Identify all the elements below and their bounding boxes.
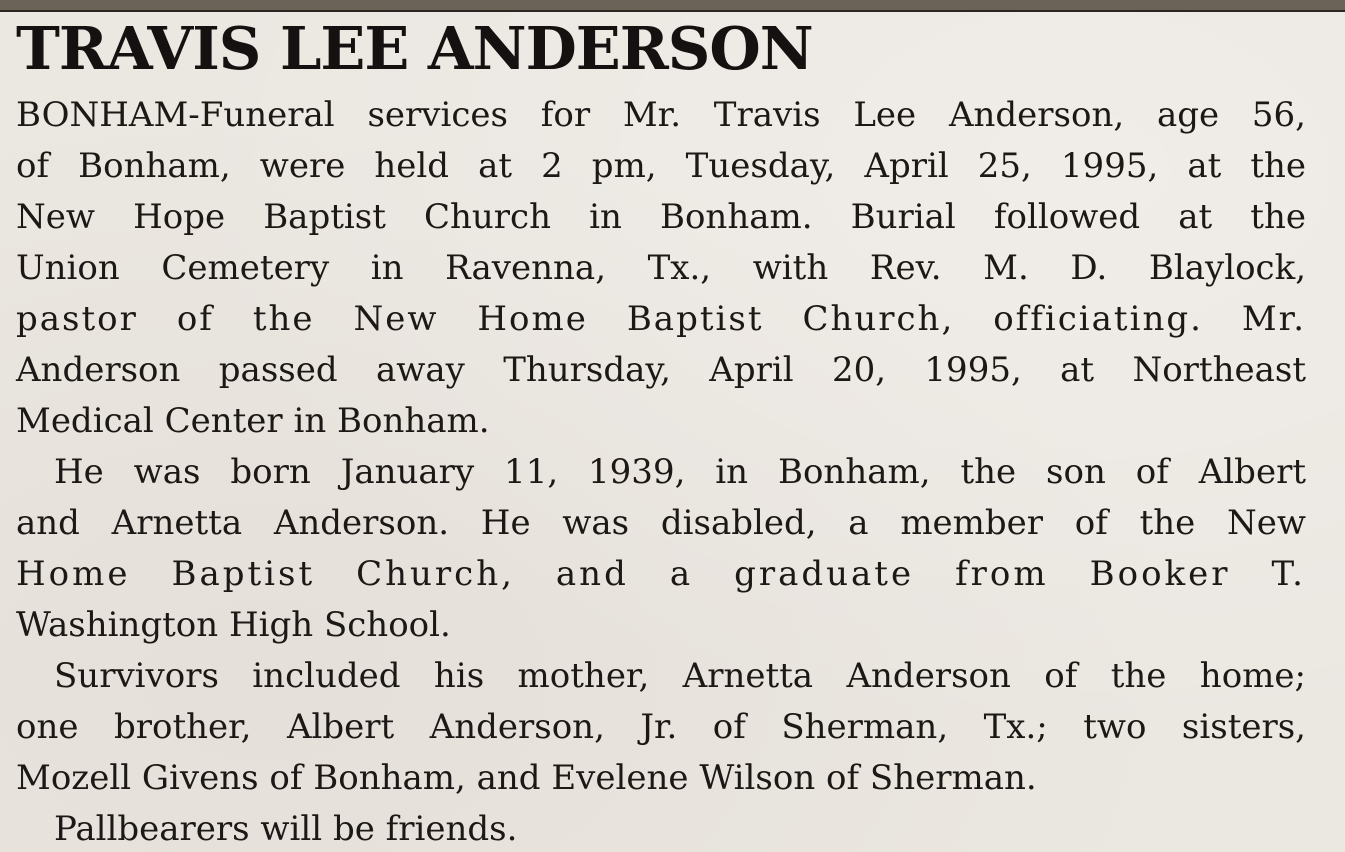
- body-line: and Arnetta Anderson. He was disabled, a member of the New: [16, 503, 1306, 543]
- body-line: Mozell Givens of Bonham, and Evelene Wilson of Sherman.: [16, 758, 1037, 798]
- body-line: Survivors included his mother, Arnetta Anderson of the home;: [54, 656, 1306, 696]
- body-line: Pallbearers will be friends.: [54, 809, 518, 849]
- body-line: of Bonham, were held at 2 pm, Tuesday, April 25, 1995, at the: [16, 146, 1306, 186]
- body-line: BONHAM-Funeral services for Mr. Travis Lee Anderson, age 56,: [16, 95, 1306, 135]
- body-line: Medical Center in Bonham.: [16, 401, 490, 441]
- body-line: pastor of the New Home Baptist Church, officiating. Mr.: [16, 299, 1306, 339]
- body-line: Washington High School.: [16, 605, 451, 645]
- body-line: one brother, Albert Anderson, Jr. of Sherman, Tx.; two sisters,: [16, 707, 1306, 747]
- top-border-rule: [0, 0, 1345, 12]
- body-line: Union Cemetery in Ravenna, Tx., with Rev. M. D. Blaylock,: [16, 248, 1306, 288]
- body-line: He was born January 11, 1939, in Bonham, the son of Albert: [54, 452, 1306, 492]
- body-line: Anderson passed away Thursday, April 20, 1995, at Northeast: [16, 350, 1306, 390]
- body-line: New Hope Baptist Church in Bonham. Burial followed at the: [16, 197, 1306, 237]
- body-line: Home Baptist Church, and a graduate from Booker T.: [16, 554, 1306, 594]
- obituary-body: [16, 90, 1306, 852]
- obituary-headline: TRAVIS LEE ANDERSON: [16, 14, 813, 83]
